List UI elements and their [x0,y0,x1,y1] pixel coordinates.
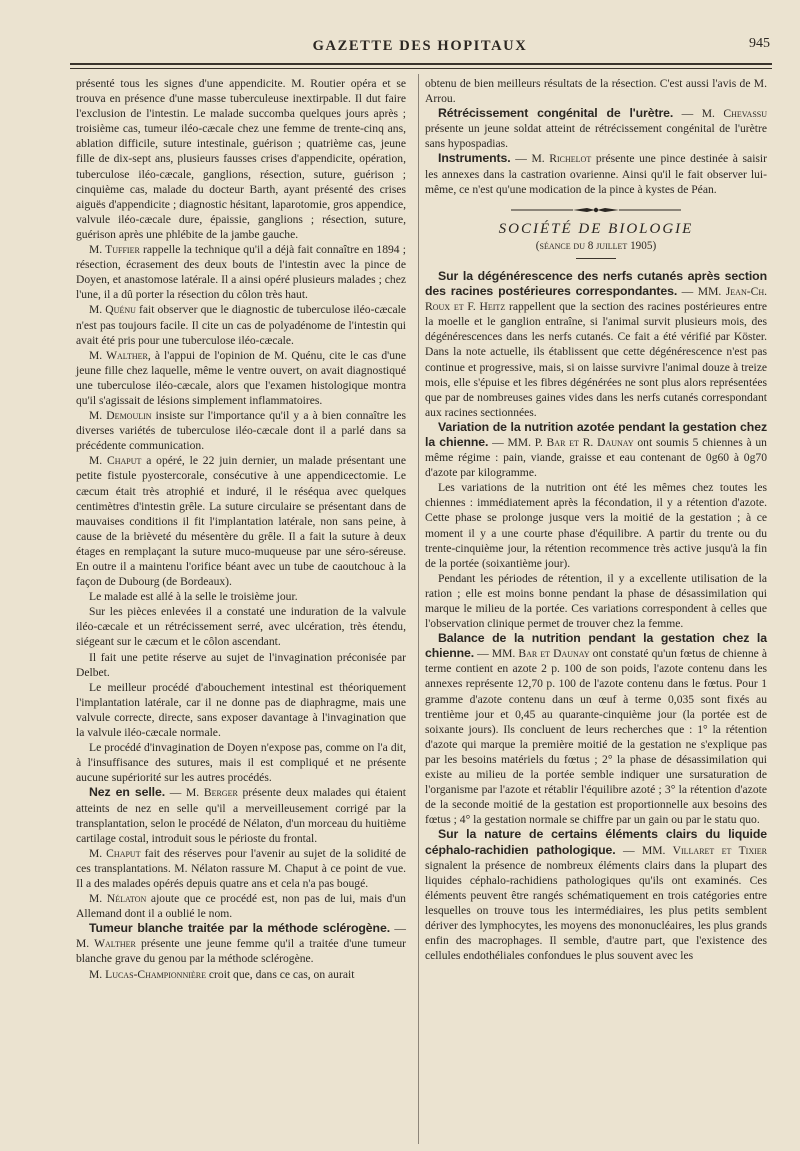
paragraph [76,967,406,982]
section-paragraph: Rétrécissement congénital de l'urètre. — M. Chevassu présente un jeune soldat atteint de rétrécissement congénital de l'urètre sans hypospadias. [425,106,768,151]
paragraph-text: insiste sur l'importance qu'il y a à bien connaître les diverses variétés de tuberculose iléo-cæcale dont il a parlé dans sa précédente communication. [76,409,406,453]
page-number: 945 [749,36,770,51]
paragraph [425,76,767,106]
speaker-name: M. Berger [185,786,238,800]
paragraph-text: Le meilleur procédé d'abouchement intestinal est théoriquement l'implantation latérale, car il ne donne pas de diaphragme, mais une valvule correcte, directe, sans exposer davantage à l'invagination que la valvule iléo-cæcale normale. [76,680,406,740]
ornament-rule-icon [511,206,681,214]
right-column [425,76,767,963]
section-paragraph: Instruments. — M. Richelot présente une pince destinée à saisir les annexes dans la castration ovarienne. Ainsi qu'il le fait observer lui-même, ce n'est qu'une modication de la pince à kystes de Péan. [425,151,768,196]
column-divider [418,74,419,1144]
speaker-name: M. Nélaton [89,892,147,906]
section-title: Variation de la nutrition azotée pendant la gestation chez la chienne. [425,419,767,449]
speaker-name: M. Quénu [89,303,136,317]
header-rule-thick [70,63,772,65]
paragraph-text: ajoute que ce procédé est, non pas de lui, mais d'un Allemand dont il a oublié le nom. [76,892,406,921]
paragraph [76,650,406,680]
paragraph-text: croit que, dans ce cas, on aurait [206,967,355,981]
paragraph [76,604,406,649]
header-rule-thin [70,68,772,69]
speaker-name: M. Chevassu [701,107,768,121]
paragraph-text: présente une jeune femme qu'il a traitée d'une tumeur blanche grave du genou par la méthode sclérogène. [76,937,407,966]
left-column [76,76,406,982]
paragraph-text: Il fait une petite réserve au sujet de l'invagination préconisée par Delbet. [76,650,406,679]
section-paragraph: Variation de la nutrition azotée pendant la gestation chez la chienne. — MM. P. Bar et R. Daunay ont soumis 5 chiennes à un même régime : pain, viande, graisse et eau contenant de 0g60 à 0g70 d'azote par kilogramme. [425,419,767,480]
paragraph [76,348,406,408]
paragraph-text: signalent la présence de nombreux éléments clairs dans la plupart des liquides céphalo-rachidiens pathologiques qu'ils ont examinés. Ces éléments peuvent être rangés schématiquement en trois catégories entre lesquelles on trouve tous les intermédiaires, les plus petits semblent dériver des lymphocytes, les moyens des mononucléaires, les plus grands enfin des macrophages. Il semble, d'autre part, que l'existence des cellules endothéliales confondues le plus souvent avec les [425,858,767,963]
section-paragraph: Sur la dégénérescence des nerfs cutanés après section des racines postérieures correspondantes. — MM. Jean-Ch. Roux et F. Heitz rappellent que la section des racines postérieures entre la moelle et le ganglion entraîne, si l'animal survit plusieurs mois, des dégénérescences dans les nerfs cutanés. Ce fait a été vérifié par Köster. Dans la note actuelle, ils établissent que cette dégénérescence n'est pas continue et progressive, mais, si on laisse survivre l'animal douze à treize mois, elle s'épuise et les fibres dégénérées ne sont plus alors représentées que par de nombreuses gaines vides dans les nerfs cutanés correspondant aux racines sectionnées. [425,268,767,419]
section-paragraph: Balance de la nutrition pendant la gestation chez la chienne. — MM. Bar et Daunay ont constaté qu'un fœtus de chienne à terme contient en azote 2 p. 100 de son poids, l'azote contenu dans les annexes représente 12,70 p. 100 de l'azote contenu dans le fœtus. Pour 1 gramme d'azote contenu dans un œuf à terme 0,035 sont fixés au trentième jour et 0,45 au quarante-cinquième jour (la portée est de soixante jours). Ils concluent de leurs recherches que : 1° la rétention d'azote qui marque la première moitié de la gestation ne s'explique pas par les besoins matériels du fœtus ; 2° la phase de désassimilation qui existe au milieu de la portée semble indiquer une sursaturation de l'organisme par l'azote et rétablir l'équilibre azoté ; 3° la rétention d'azote de la seconde moitié de la gestation est proportionnelle aux besoins des fœtus ; 4° la gestation normale se chiffre par un gain ou par le statu quo. [425,631,767,827]
speaker-name: MM. P. Bar et R. Daunay [507,435,634,449]
section-title: Instruments. [438,151,511,166]
section-title: Sur la dégénérescence des nerfs cutanés après section des racines postérieures correspondantes. [425,268,767,299]
paragraph-text: fait observer que le diagnostic de tuberculose iléo-cæcale n'est pas toujours facile. Il cite un cas de polyadénome de l'intestin qui avait été pris pour une tuberculose iléo-cæcale. [76,303,406,347]
section-paragraph: Nez en selle. — M. Berger présente deux malades qui étaient atteints de nez en selle qu'il a merveilleusement corrigé par la transplantation, selon le procédé de Nélaton, d'un morceau du huitième cartilage costal, introduit sous le périoste du frontal. [76,785,406,845]
section-ornament [425,206,767,216]
chirurgie-continued [425,76,767,197]
speaker-name: M. Tuffier [89,243,140,257]
speaker-name: M. Chaput [89,846,141,860]
paragraph-text: ont soumis 5 chiennes à un même régime : pain, viande, graisse et eau contenant de 0g60 à 0g70 d'azote par kilogramme. [425,435,767,480]
society-title: SOCIÉTÉ DE BIOLOGIE [498,220,694,237]
paragraph-text: Les variations de la nutrition ont été les mêmes chez toutes les chiennes : immédiatement après la fécondation, il y a rétention d'azote. Cette phase se prolonge jusque vers la moitié de la gestation ; à ce moment il y a une courte phase d'équilibre. A partir du trente ou du trente-cinquième jour, la rétention recommence très active jusqu'à la fin de la portée (soixantième jour). [425,481,767,570]
speaker-name: MM. Villaret et Tixier [641,843,767,857]
paragraph [76,846,406,891]
paragraph-text: Le procédé d'invagination de Doyen n'expose pas, comme on l'a dit, à l'insuffisance des sutures, mais il est compliqué et ne présente aucune supériorité sur les autres procédés. [76,741,406,785]
paragraph-text: a opéré, le 22 juin dernier, un malade présentant une petite fistule pyostercorale, consécutive à une appendicectomie. Le cæcum était très atrophié et induré, il le réséqua avec quelques centimètres d'intestin grêle. La suture circulaire se présentant dans de mauvaises conditions il fit l'implantation latérale, non sans peine, à cause de la brièveté du mésentère du grêle. Il a fait la suture à deux étages en remplaçant la suture muco-muqueuse par une séro-séreuse. En outre il a maintenu l'orifice béant avec un tube de caoutchouc à la façon de Dubourg (de Bordeaux). [76,454,406,589]
speaker-name: M. Richelot [531,152,592,166]
society-rule [576,258,616,259]
speaker-name: M. Walther [76,937,136,951]
paragraph [76,453,406,589]
section-title: Balance de la nutrition pendant la gestation chez la chienne. [425,631,767,661]
paragraph-text: fait des réserves pour l'avenir au sujet de la solidité de ces transplantations. M. Nélaton rassure M. Chaput à ce point de vue. Il a des malades opérés depuis quatre ans et cela n'a pas bougé. [76,846,406,890]
paragraph [76,76,406,242]
paragraph-text: , à l'appui de l'opinion de M. Quénu, cite le cas d'une jeune fille chez laquelle, même le ventre ouvert, on avait diagnostiqué une tuberculose iléo-cæcale, alors que l'examen histologique montra qu'il s'agissait de lésions simplement inflammatoires. [76,348,406,407]
paragraph [425,480,767,571]
journal-title: GAZETTE DES HOPITAUX [312,38,528,54]
speaker-name: M. Walther [89,348,148,362]
section-title: Rétrécissement congénital de l'urètre. [438,106,674,121]
speaker-name: MM. Bar et Daunay [491,647,590,661]
paragraph [76,302,406,347]
paragraph-text: obtenu de bien meilleurs résultats de la résection. C'est aussi l'avis de M. Arrou. [425,77,767,106]
section-title: Sur la nature de certains éléments clairs du liquide céphalo-rachidien pathologique. [425,827,767,857]
paragraph-text: présente une pince destinée à saisir les annexes dans la castration ovarienne. Ainsi qu'il le fait observer lui-même, ce n'est qu'une modication de la pince à kystes de Péan. [425,152,768,196]
paragraph [76,589,406,604]
paragraph-text: rappelle la technique qu'il a déjà fait connaître en 1894 ; résection, écrasement des deux bouts de l'intestin avec la pince de Doyen, et anastomose latérale. Il a ainsi opéré plusieurs malades ; chez l'une, il a dû porter la résection du côlon très haut. [76,243,406,302]
paragraph-text: Sur les pièces enlevées il a constaté une induration de la valvule iléo-cæcale et un rétrécissement serré, avec ulcération, très étendu, siégeant sur le cæcum et le côlon ascendant. [76,605,406,649]
paragraph [76,680,406,740]
speaker-name: M. Lucas-Championnière [89,967,207,981]
page-header [70,34,770,58]
paragraph-text: présenté tous les signes d'une appendicite. M. Routier opéra et se trouva en présence d'une masse tuberculeuse inextirpable. Il dut faire l'exclusion de l'intestin. Le malade succomba quelques jours après ; troisième cas, tumeur iléo-cæcale chez une femme de trente-cinq ans, ablation difficile, suture intestinale, guérison ; quatrième cas, jeune fille de dix-sept ans, plusieurs fausses crises d'appendicite, opération, tuberculose iléo-cæcale, ganglions, résection, suture, guérison ; cinquième cas, malade du docteur Barth, ayant présenté des crises aiguës d'appendicite ; diagnostic hésitant, laparotomie, gros appendice, valvule iléo-cæcale dure, épaissie, ganglions ; résection, suture, guérison après une phlébite de la jambe gauche. [76,77,406,241]
paragraph-text: présente un jeune soldat atteint de rétrécissement congénital de l'urètre sans hypospadias. [425,122,767,151]
paragraph-text: rappellent que la section des racines postérieures entre la moelle et le ganglion entraîne, si l'animal survit plusieurs mois, des dégénérescences dans les nerfs cutanés. Ce fait a été vérifié par Köster. Dans la note actuelle, ils établissent que cette dégénérescence n'est pas continue et progressive, mais, si on laisse survivre l'animal douze à treize mois, elle s'épuise et les fibres dégénérées ne sont plus alors représentées que par de nombreuses gaines vides dans les nerfs cutanés correspondant aux racines sectionnées. [425,300,767,419]
society-date: (séance du 8 juillet 1905) [535,239,657,252]
speaker-name: MM. Jean-Ch. Roux et F. Heitz [425,285,767,314]
paragraph [76,891,406,921]
section-paragraph: Tumeur blanche traitée par la méthode sclérogène. — M. Walther présente une jeune femme qu'il a traitée d'une tumeur blanche grave du genou par la méthode sclérogène. [76,921,407,966]
paragraph-text: présente deux malades qui étaient atteints de nez en selle qu'il a merveilleusement corrigé par la transplantation, selon le procédé de Nélaton, d'un morceau du huitième cartilage costal, introduit sous le périoste du frontal. [76,786,406,845]
section-title: Tumeur blanche traitée par la méthode sclérogène. [89,921,391,936]
paragraph [76,740,406,785]
biologie-section [425,269,767,963]
paragraph-text: ont constaté qu'un fœtus de chienne à terme contient en azote 2 p. 100 de son poids, l'azote contenu dans les annexes représente 12,70 p. 100 de l'azote contenu dans le fœtus. Pour 1 gramme d'azote contenu dans un œuf à terme 0,035 sont fixés au trentième jour et 0,45 au quarante-cinquième jour (la portée est de soixante jours). Ils concluent de leurs recherches que : 1° la rétention d'azote qui marque la première moitié de la gestation ne s'explique pas par les besoins matériels du fœtus ; 2° la phase de désassimilation qui existe au milieu de la portée semble indiquer une sursaturation de l'organisme par l'azote et rétablir l'équilibre azoté ; 3° la rétention d'azote de la seconde moitié de la gestation est proportionnelle aux besoins des fœtus ; 4° la gestation normale se chiffre par un gain ou par le statu quo. [425,647,767,827]
section-paragraph: Sur la nature de certains éléments clairs du liquide céphalo-rachidien pathologique. — MM. Villaret et Tixier signalent la présence de nombreux éléments clairs dans la plupart des liquides céphalo-rachidiens pathologiques qu'ils ont examinés. Ces éléments peuvent être rangés schématiquement en trois catégories entre lesquelles on trouve tous les intermédiaires, les plus petits semblent dériver des lymphocytes, les moyens des mononucléaires, les plus grands enfin des macrophages. Il semble, d'autre part, que l'existence des cellules endothéliales confondues le plus souvent avec les [425,827,767,963]
paragraph-text: Le malade est allé à la selle le troisième jour. [89,590,298,604]
speaker-name: M. Demoulin [89,409,152,423]
section-title: Nez en selle. [89,785,166,800]
paragraph [76,408,406,453]
paragraph-text: Pendant les périodes de rétention, il y a excellente utilisation de la ration ; elle est moins bonne pendant la phase de désassimilation qui marque le milieu de la portée. Ces variations correspondent à celles que l'observation clinique permet de trouver chez la femme. [425,571,767,631]
speaker-name: M. Chaput [89,454,142,468]
paragraph [76,242,406,302]
paragraph [425,571,767,631]
